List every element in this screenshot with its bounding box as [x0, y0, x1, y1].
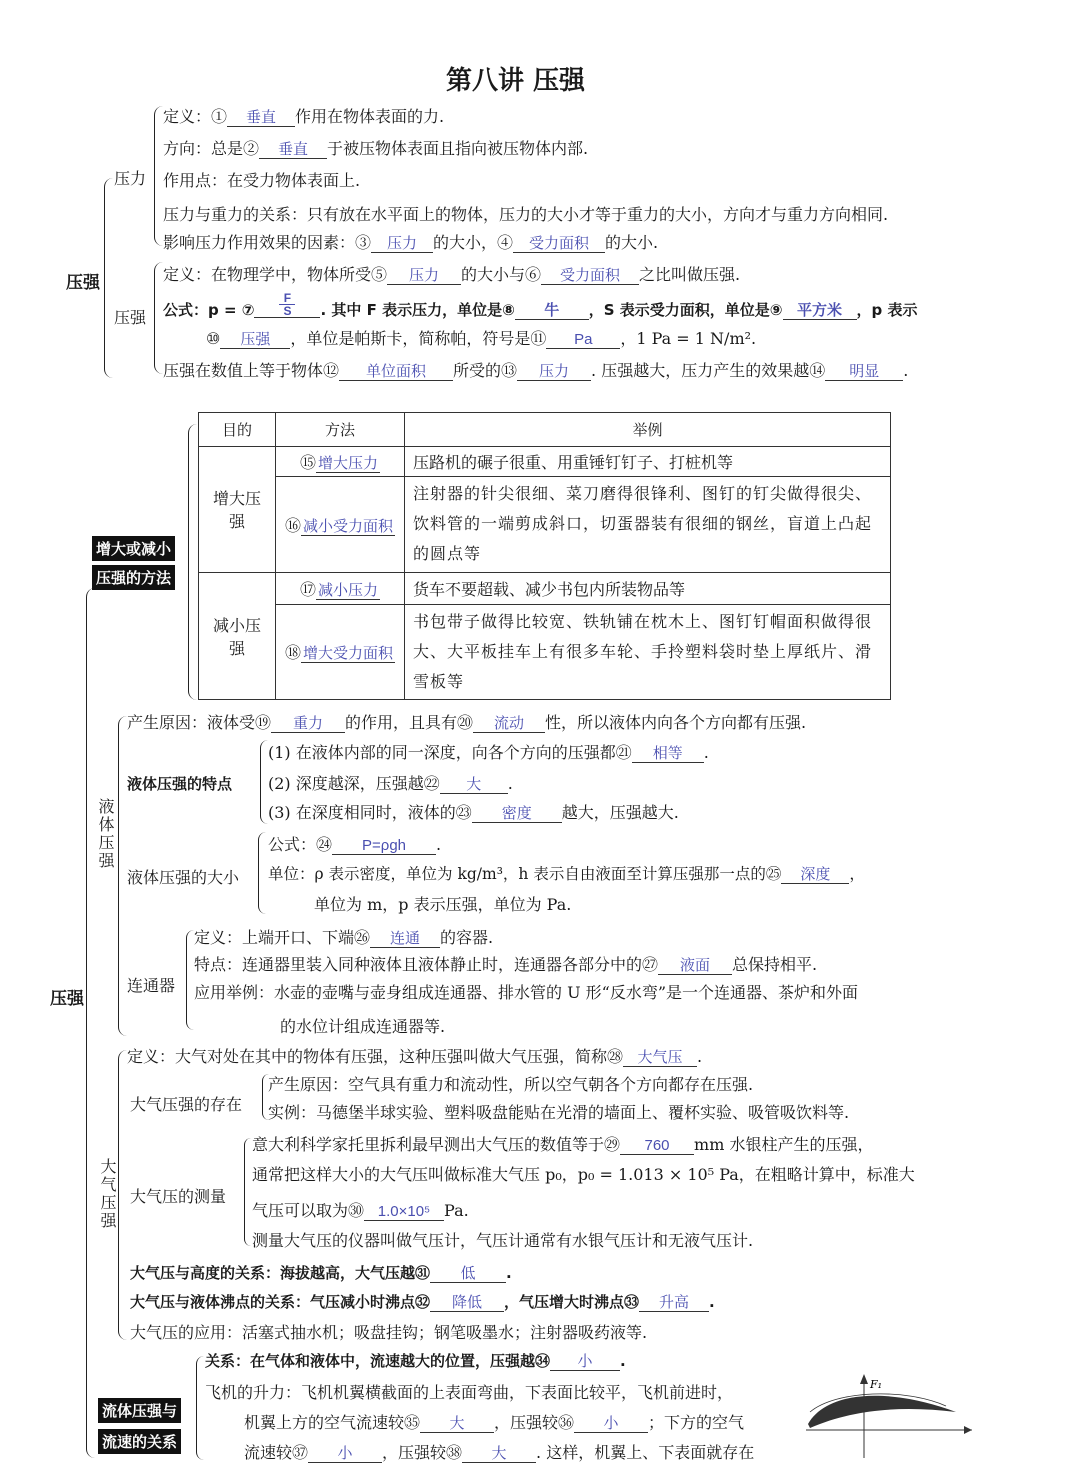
cell-example: 书包带子做得比较宽、铁轨铺在枕木上、图钉钉帽面积做得很大、大平板挂车上有很多车轮、手拎塑料袋时垫上厚纸片、滑雪板等	[405, 604, 891, 699]
brace-methods	[188, 424, 197, 700]
brace-root-main	[86, 588, 95, 1458]
brace-liquid-size	[258, 832, 266, 914]
pressure-formula: 公式：p = ⑦ $\frac{F}{S}$ . 其中 F 表示压力，单位是⑧ 牛 ，S 表示受力面积，单位是⑨ 平方米 ，p 表示	[163, 291, 918, 319]
liquid-label: 液体压强	[96, 798, 115, 870]
cell-method: ⑱ 增大受力面积	[276, 604, 405, 699]
answer-9: 平方米	[783, 303, 857, 320]
page-title: 第八讲 压强	[446, 66, 586, 96]
cell-example: 货车不要超载、减少书包内所装物品等	[405, 572, 891, 604]
answer-20: 流动	[473, 716, 545, 733]
brace-pressure	[154, 262, 163, 374]
answer-14: 明显	[825, 364, 903, 381]
liquid-size-label: 液体压强的大小	[127, 868, 240, 887]
answer-23: 密度	[472, 806, 562, 823]
force-factors: 影响压力作用效果的因素：③ 压力 的大小，④ 受力面积 的大小.	[163, 233, 659, 252]
atmos-definition: 定义：大气对处在其中的物体有压强，这种压强叫做大气压强，简称㉘ 大气压 .	[127, 1047, 703, 1066]
force-direction: 方向：总是② 垂直 于被压物体表面且指向被压物体内部.	[163, 139, 589, 158]
answer-38: 大	[462, 1446, 536, 1463]
force-gravity-relation: 压力与重力的关系：只有放在水平面上的物体，压力的大小才等于重力的大小，方向才与重力方向相同.	[163, 205, 889, 224]
cell-increase: 增大压强	[199, 447, 276, 572]
connector-label: 连通器	[127, 976, 176, 995]
cell-method: ⑰ 减小压力	[276, 572, 405, 604]
wing-shape	[808, 1396, 956, 1428]
root-label-top: 压强	[66, 273, 100, 293]
connector-application-2: 的水位计组成连通器等.	[280, 1017, 446, 1036]
methods-label: 增大或减小 压强的方法	[92, 536, 175, 590]
atmos-height: 大气压与高度的关系：海拔越高，大气压越㉛ 低 .	[130, 1264, 512, 1282]
atmos-existence-label: 大气压强的存在	[130, 1095, 243, 1114]
answer-33: 升高	[639, 1295, 709, 1312]
atmos-measure-2: 通常把这样大小的大气压叫做标准大气压 p₀，p₀ = 1.013 × 10⁵ Pa，在粗略计算中，标准大	[252, 1165, 915, 1184]
answer-28: 大气压	[623, 1050, 697, 1067]
answer-27: 液面	[658, 958, 732, 975]
liquid-feature-1: (1) 在液体内部的同一深度，向各个方向的压强都㉑ 相等 .	[268, 743, 709, 762]
cell-example: 压路机的碾子很重、用重锤钉钉子、打桩机等	[405, 447, 891, 477]
cell-method: ⑮ 增大压力	[276, 447, 405, 477]
fluid-relation: 关系：在气体和液体中，流速越大的位置，压强越㉞ 小 .	[205, 1352, 626, 1370]
table-row	[199, 572, 891, 604]
answer-5: 压力	[387, 268, 461, 285]
pressure-unit-line: ⑩ 压强 ，单位是帕斯卡，简称帕，符号是⑪ Pa ，1 Pa = 1 N/m².	[206, 329, 757, 348]
methods-table	[198, 412, 891, 700]
atmos-measure-1: 意大利科学家托里拆利最早测出大气压的数值等于㉙ 760 mm 水银柱产生的压强，	[252, 1135, 874, 1154]
answer-21: 相等	[632, 746, 704, 763]
cell-example: 注射器的针尖很细、菜刀磨得很锋利、图钉的钉尖做得很尖、饮料管的一端剪成斜口，切蛋器装有很细的钢丝，盲道上凸起的圆点等	[405, 477, 891, 572]
answer-11: Pa	[546, 332, 620, 349]
table-row	[199, 447, 891, 477]
answer-13: 压力	[517, 364, 591, 381]
atmos-measure-4: 测量大气压的仪器叫做气压计，气压计通常有水银气压计和无液气压计.	[252, 1231, 754, 1250]
liquid-unit-2: 单位为 m，p 表示压强，单位为 Pa.	[314, 895, 572, 914]
brace-fluid	[196, 1356, 204, 1460]
header-method: 方法	[276, 413, 405, 447]
atmos-application: 大气压的应用：活塞式抽水机；吸盘挂钩；钢笔吸墨水；注射器吸药液等.	[130, 1323, 648, 1342]
atmos-existence-cause: 产生原因：空气具有重力和流动性，所以空气朝各个方向都存在压强.	[268, 1075, 754, 1094]
force-point: 作用点：在受力物体表面上.	[163, 171, 361, 190]
liquid-feature-2: (2) 深度越深，压强越㉒ 大 .	[268, 774, 513, 793]
answer-31: 低	[430, 1266, 506, 1283]
brace-connector	[186, 930, 194, 1030]
brace-atmos	[118, 1050, 127, 1340]
header-example: 举例	[405, 413, 891, 447]
answer-1: 垂直	[227, 110, 295, 127]
atmos-label: 大气压强	[98, 1158, 117, 1230]
brace-force	[154, 106, 163, 246]
root-label-main: 压强	[50, 989, 84, 1009]
table-row	[199, 477, 891, 572]
liquid-unit: 单位：ρ 表示密度，单位为 kg/m³，h 表示自由液面至计算压强那一点的㉕ 深度 ，	[268, 865, 865, 883]
answer-37: 小	[308, 1446, 382, 1463]
liquid-features-label: 液体压强的特点	[127, 775, 233, 793]
answer-29: 760	[620, 1138, 694, 1155]
answer-7: $\frac{F}{S}$	[254, 292, 320, 318]
answer-12: 单位面积	[339, 364, 453, 381]
fluid-lift-2: 机翼上方的空气流速较㉟ 大 ，压强较㊱ 小 ；下方的空气	[244, 1413, 745, 1432]
answer-10: 压强	[220, 332, 290, 349]
brace-liquid	[118, 716, 127, 1036]
answer-6: 受力面积	[541, 268, 639, 285]
force-definition: 定义：① 垂直 作用在物体表面的力.	[163, 107, 445, 126]
connector-feature: 特点：连通器里装入同种液体且液体静止时，连通器各部分中的㉗ 液面 总保持相平.	[194, 955, 818, 974]
answer-19: 重力	[271, 716, 345, 733]
atmos-measure-3: 气压可以取为㉚ 1.0×10⁵ Pa.	[252, 1201, 469, 1220]
answer-26: 连通	[370, 931, 440, 948]
answer-36: 小	[574, 1416, 648, 1433]
lift-force-label: F₁	[870, 1378, 883, 1391]
answer-22: 大	[440, 777, 508, 794]
answer-30: 1.0×10⁵	[364, 1204, 444, 1221]
fluid-lift-3: 流速较㊲ 小 ，压强较㊳ 大 . 这样，机翼上、下表面就存在	[244, 1443, 755, 1462]
wing-diagram	[796, 1372, 980, 1460]
answer-32: 降低	[430, 1295, 504, 1312]
brace-liquid-features	[260, 740, 268, 824]
airflow-arrow	[964, 1426, 972, 1434]
liquid-cause: 产生原因：液体受⑲ 重力 的作用，且具有⑳ 流动 性，所以液体内向各个方向都有压强.	[127, 713, 807, 732]
pressure-label: 压强	[114, 308, 147, 327]
atmos-boiling: 大气压与液体沸点的关系：气压减小时沸点㉜ 降低 ，气压增大时沸点㉝ 升高 .	[130, 1293, 715, 1311]
pressure-numeric: 压强在数值上等于物体⑫ 单位面积 所受的⑬ 压力 . 压强越大，压力产生的效果越⑭ 明显 .	[163, 361, 909, 380]
liquid-formula: 公式：㉔ P=ρgh .	[268, 835, 442, 854]
atmos-existence-examples: 实例：马德堡半球实验、塑料吸盘能贴在光滑的墙面上、覆杯实验、吸管吸饮料等.	[268, 1103, 850, 1122]
cell-method: ⑯ 减小受力面积	[276, 477, 405, 572]
liquid-feature-3: (3) 在深度相同时，液体的㉓ 密度 越大，压强越大.	[268, 803, 679, 822]
atmos-measure-label: 大气压的测量	[130, 1187, 227, 1206]
brace-atmos-measure	[244, 1138, 251, 1246]
answer-4: 受力面积	[513, 236, 605, 253]
pressure-definition: 定义：在物理学中，物体所受⑤ 压力 的大小与⑥ 受力面积 之比叫做压强.	[163, 265, 741, 284]
table-row	[199, 604, 891, 699]
header-purpose: 目的	[199, 413, 276, 447]
answer-2: 垂直	[259, 142, 327, 159]
connector-definition: 定义：上端开口、下端㉖ 连通 的容器.	[194, 928, 494, 947]
cell-decrease: 减小压强	[199, 572, 276, 699]
fluid-label: 流体压强与 流速的关系	[98, 1398, 181, 1454]
answer-34: 小	[550, 1354, 620, 1371]
answer-24: P=ρgh	[332, 838, 436, 855]
lift-arrow-head	[860, 1374, 868, 1384]
answer-8: 牛	[515, 303, 589, 320]
brace-root	[104, 178, 113, 378]
force-label: 压力	[114, 169, 147, 188]
answer-3: 压力	[371, 236, 433, 253]
answer-35: 大	[420, 1416, 494, 1433]
connector-application: 应用举例：水壶的壶嘴与壶身组成连通器、排水管的 U 形“反水弯”是一个连通器、茶炉和外面	[194, 983, 859, 1002]
answer-25: 深度	[781, 867, 849, 884]
fluid-lift-1: 飞机的升力：飞机机翼横截面的上表面弯曲，下表面比较平，飞机前进时，	[205, 1383, 734, 1402]
